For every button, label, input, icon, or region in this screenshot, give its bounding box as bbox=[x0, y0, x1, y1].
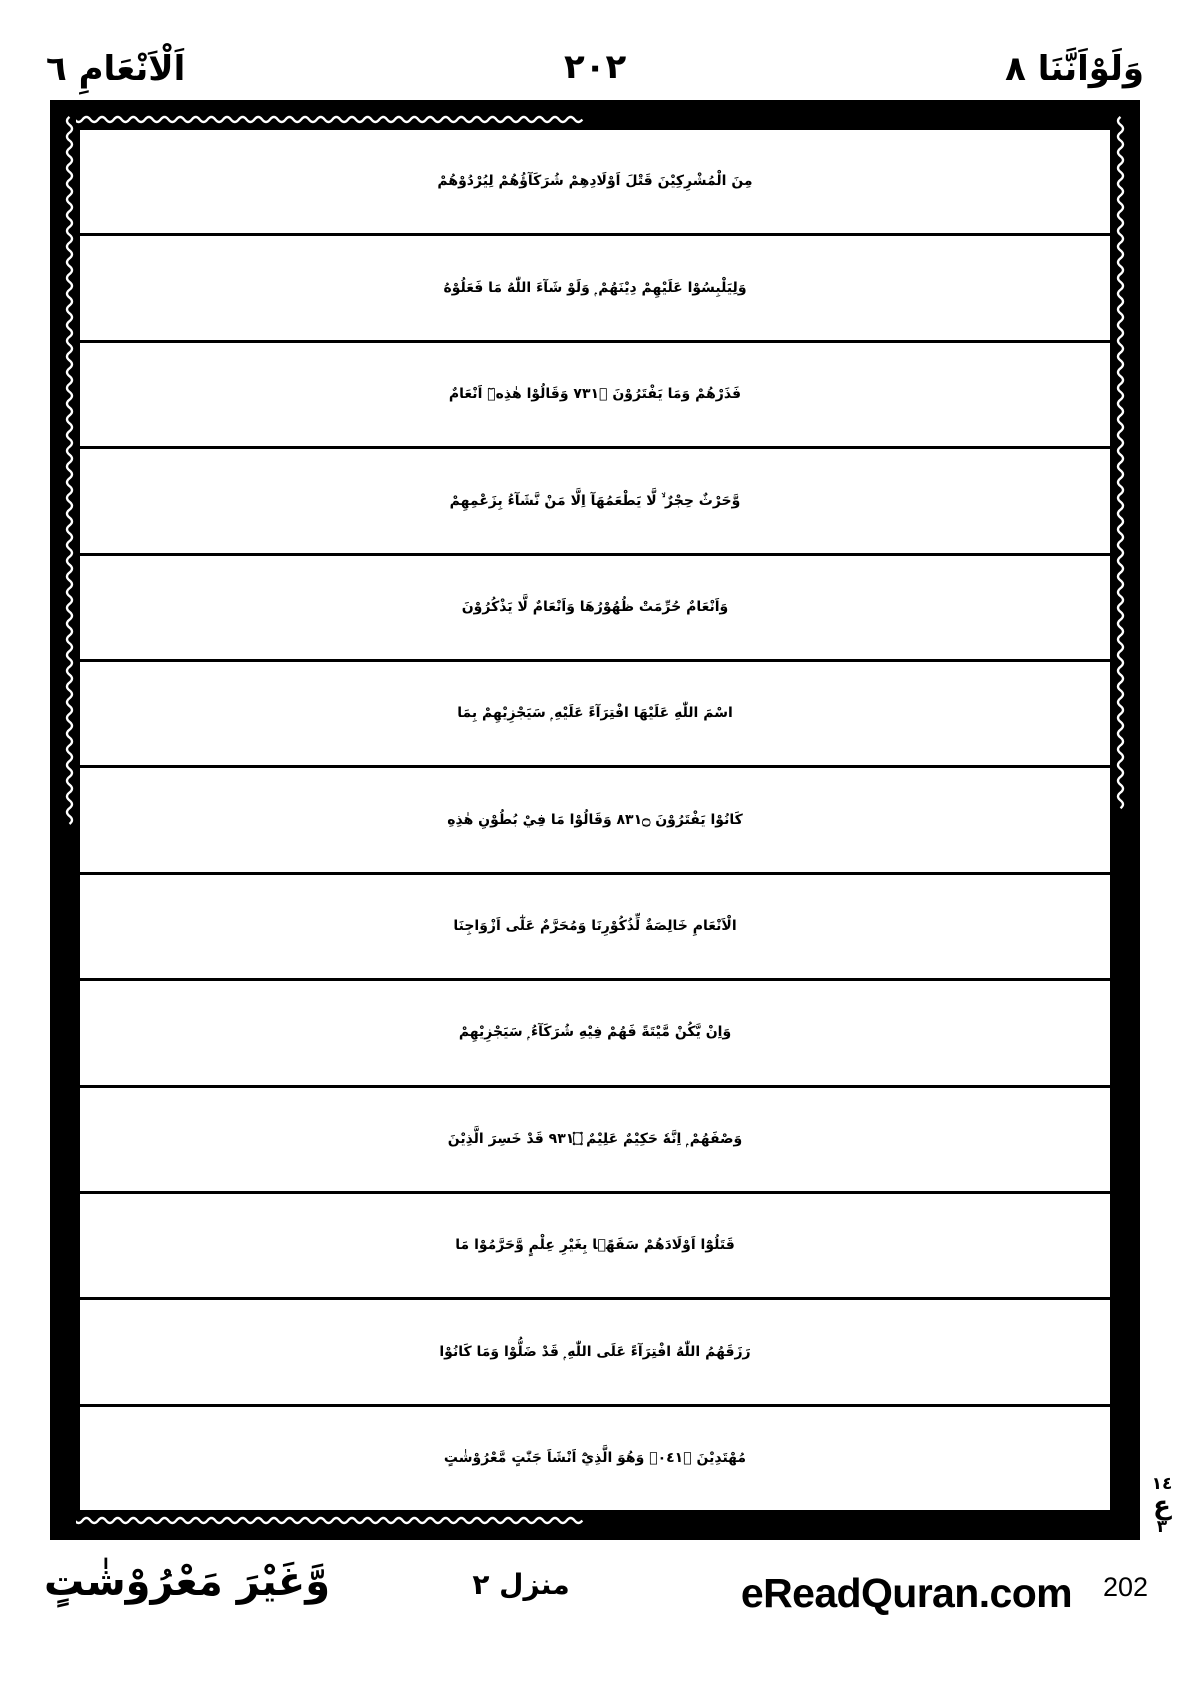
ayah-line bbox=[80, 662, 1110, 768]
ayah-line bbox=[80, 1407, 1110, 1510]
manzil-label: منزل ٢ bbox=[472, 1568, 570, 1601]
ayah-line bbox=[80, 130, 1110, 236]
catchword-label: وَّغَيْرَ مَعْرُوْشٰتٍ bbox=[44, 1559, 331, 1605]
page-number-arabic: ٢٠٢ bbox=[564, 47, 627, 87]
ayah-line-text: وَّحَرْثٌ حِجْرٌ ۙ لَّا يَطْعَمُهَآ اِلَّا مَنْ نَّشَآءُ بِزَعْمِهِمْ bbox=[449, 492, 741, 509]
ayah-line bbox=[80, 768, 1110, 874]
border-scroll-bottom-icon bbox=[63, 1514, 1127, 1527]
ayah-line-text: الْاَنْعَامِ خَالِصَةٌ لِّذُكُوْرِنَا وَمُحَرَّمٌ عَلٰٓى اَزْوَاجِنَا bbox=[453, 918, 737, 935]
ayah-line-text: وَلِيَلْبِسُوْا عَلَيْهِمْ دِيْنَهُمْ ۭ وَلَوْ شَآءَ اللّٰهُ مَا فَعَلُوْهُ bbox=[443, 279, 747, 296]
ayah-line-text: رَزَقَهُمُ اللّٰهُ افْتِرَآءً عَلَى اللّٰهِ ۭ قَدْ ضَلُّوْا وَمَا كَانُوْا bbox=[439, 1343, 751, 1360]
ayah-line bbox=[80, 449, 1110, 555]
border-scroll-right-icon bbox=[1114, 113, 1127, 1527]
border-scroll-left-icon bbox=[63, 113, 76, 1527]
ayah-line bbox=[80, 1088, 1110, 1194]
ayah-line bbox=[80, 875, 1110, 981]
ayah-lines-container bbox=[76, 126, 1114, 1514]
ayah-line-text: وَصْفَهُمْ ۭ اِنَّهٗ حَكِيْمٌ عَلِيْمٌ ۝١٣٩ قَدْ خَسِرَ الَّذِيْنَ bbox=[447, 1130, 743, 1147]
ayah-line-text: فَذَرْهُمْ وَمَا يَفْتَرُوْنَ ۝١٣٧ وَقَالُوْا هٰذِهٖٓ اَنْعَامٌ bbox=[448, 386, 742, 403]
page-header bbox=[0, 36, 1190, 98]
ayah-line-text: وَاَنْعَامٌ حُرِّمَتْ ظُهُوْرُهَا وَاَنْعَامٌ لَّا يَذْكُرُوْنَ bbox=[461, 598, 729, 615]
ayah-line bbox=[80, 1300, 1110, 1406]
ayah-line-text: اسْمَ اللّٰهِ عَلَيْهَا افْتِرَآءً عَلَيْهِ ۭ سَيَجْزِيْهِمْ بِمَا bbox=[457, 705, 733, 722]
page-number-latin: 202 bbox=[1102, 1572, 1148, 1602]
ayah-line bbox=[80, 556, 1110, 662]
ayah-line-text: مِنَ الْمُشْرِكِيْنَ قَتْلَ اَوْلَادِهِمْ شُرَكَآؤُهُمْ لِيُرْدُوْهُمْ bbox=[437, 173, 753, 190]
border-scroll-top-icon bbox=[63, 113, 1127, 126]
ruku-symbol-icon: ع bbox=[1153, 1491, 1171, 1521]
surah-name-label: اَلْاَنْعَامِ ٦ bbox=[46, 49, 186, 89]
ayah-line bbox=[80, 981, 1110, 1087]
ruku-marker bbox=[1140, 1476, 1184, 1536]
site-brand-label[interactable]: eReadQuran.com bbox=[740, 1570, 1072, 1616]
quran-text-frame bbox=[50, 100, 1140, 1540]
ayah-line bbox=[80, 1194, 1110, 1300]
ayah-line bbox=[80, 343, 1110, 449]
ayah-line-text: كَانُوْا يَفْتَرُوْنَ ۝١٣٨ وَقَالُوْا مَا فِيْ بُطُوْنِ هٰذِهِ bbox=[447, 811, 743, 828]
page-footer bbox=[0, 1556, 1190, 1666]
juz-name-label: وَلَوْاَنَّنَا ٨ bbox=[1005, 49, 1144, 89]
ayah-line-text: قَتَلُوْٓا اَوْلَادَهُمْ سَفَهًۢا بِغَيْرِ عِلْمٍ وَّحَرَّمُوْا مَا bbox=[455, 1237, 735, 1254]
ayah-line-text: مُهْتَدِيْنَ ۝١٤٠ۧ وَهُوَ الَّذِيْٓ اَنْشَاَ جَنّٰتٍ مَّعْرُوْشٰتٍ bbox=[443, 1450, 747, 1467]
ayah-line bbox=[80, 236, 1110, 342]
ruku-juz-label: ٣ bbox=[1156, 1517, 1168, 1537]
ayah-line-text: وَاِنْ يَّكُنْ مَّيْتَةً فَهُمْ فِيْهِ شُرَكَآءُ ۭ سَيَجْزِيْهِمْ bbox=[458, 1024, 732, 1041]
ornamental-border bbox=[50, 100, 1140, 1540]
ruku-count-label: ١٤ bbox=[1151, 1474, 1173, 1494]
